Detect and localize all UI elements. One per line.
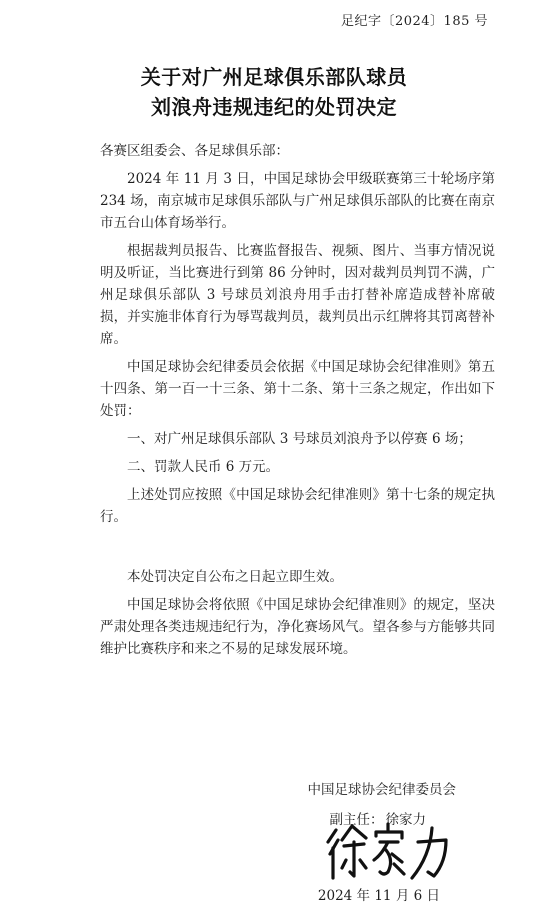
vice-title: 副主任：	[329, 812, 384, 828]
paragraph-execution: 上述处罚应按照《中国足球协会纪律准则》第十七条的规定执行。	[100, 487, 495, 525]
penalty-item-2: 二、罚款人民币 6 万元。	[127, 459, 280, 475]
vice-name: 徐家力	[385, 812, 426, 828]
penalty-item-1: 一、对广州足球俱乐部队 3 号球员刘浪舟予以停赛 6 场；	[127, 431, 472, 447]
handwritten-signature	[322, 820, 452, 884]
salutation: 各赛区组委会、各足球俱乐部：	[100, 143, 289, 159]
document-title	[0, 62, 548, 122]
paragraph-basis: 中国足球协会纪律委员会依据《中国足球协会纪律准则》第五十四条、第一百一十三条、第十二条、第十三条之规定，作出如下处罚：	[100, 359, 495, 419]
title-line-1: 关于对广州足球俱乐部队球员	[140, 65, 408, 89]
document-body	[100, 140, 495, 666]
paragraph-incident: 根据裁判员报告、比赛监督报告、视频、图片、当事方情况说明及听证，当比赛进行到第 86 分钟时，因对裁判员判罚不满，广州足球俱乐部队 3 号球员刘浪舟用手击打替补席造成替补席破损，并实施非体育行为辱骂裁判员，裁判员出示红牌将其罚离替补席。	[100, 243, 495, 347]
paragraph-match-info: 2024 年 11 月 3 日，中国足球协会甲级联赛第三十轮场序第 234 场，南京城市足球俱乐部队与广州足球俱乐部队的比赛在南京市五台山体育场举行。	[100, 171, 495, 231]
paragraph-closing: 中国足球协会将依照《中国足球协会纪律准则》的规定，坚决严肃处理各类违规违纪行为，净化赛场风气。望各参与方能够共同维护比赛秩序和来之不易的足球发展环境。	[100, 597, 495, 657]
title-line-2: 刘浪舟违规违纪的处罚决定	[151, 95, 397, 119]
document-date: 2024 年 11 月 6 日	[317, 888, 440, 904]
committee-name: 中国足球协会纪律委员会	[307, 782, 456, 798]
document-number: 足纪字〔2024〕185 号	[340, 14, 488, 29]
paragraph-effective: 本处罚决定自公布之日起立即生效。	[127, 569, 343, 585]
